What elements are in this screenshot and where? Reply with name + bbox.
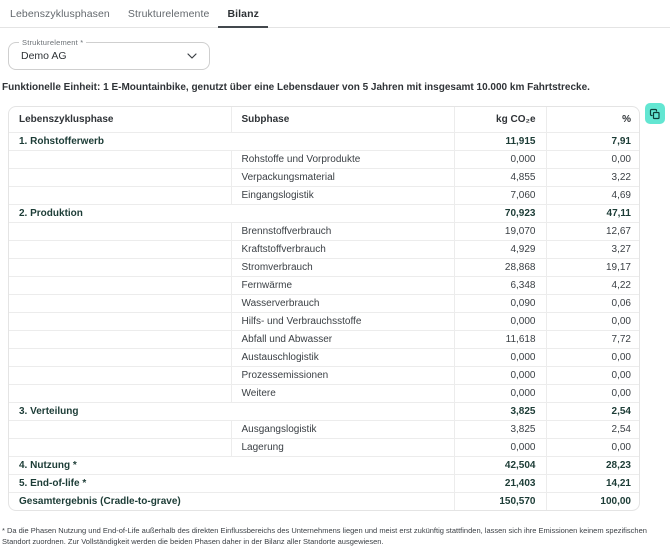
phase-cell-empty	[9, 439, 231, 457]
sub-row	[9, 421, 640, 439]
kg-co2e-value: 150,570	[454, 493, 546, 511]
percent-value: 7,91	[546, 133, 640, 151]
subphase-label: Kraftstoffverbrauch	[231, 241, 454, 259]
subphase-label: Hilfs- und Verbrauchsstoffe	[231, 313, 454, 331]
percent-value: 7,72	[546, 331, 640, 349]
subphase-label: Abfall und Abwasser	[231, 331, 454, 349]
phase-row	[9, 205, 640, 223]
percent-value: 0,00	[546, 385, 640, 403]
sub-row	[9, 259, 640, 277]
kg-co2e-value: 0,000	[454, 367, 546, 385]
phase-cell-empty	[9, 331, 231, 349]
phase-row	[9, 133, 640, 151]
kg-co2e-value: 70,923	[454, 205, 546, 223]
percent-value: 0,00	[546, 349, 640, 367]
kg-co2e-value: 7,060	[454, 187, 546, 205]
subphase-label: Verpackungsmaterial	[231, 169, 454, 187]
phase-label: 5. End-of-life *	[9, 475, 454, 493]
kg-co2e-value: 0,000	[454, 385, 546, 403]
sub-row	[9, 223, 640, 241]
chevron-down-icon	[187, 53, 197, 59]
kg-co2e-value: 11,618	[454, 331, 546, 349]
phase-cell-empty	[9, 295, 231, 313]
percent-value: 0,00	[546, 151, 640, 169]
percent-value: 2,54	[546, 403, 640, 421]
phase-cell-empty	[9, 385, 231, 403]
kg-co2e-value: 0,000	[454, 151, 546, 169]
phase-row	[9, 403, 640, 421]
balance-table-card	[8, 106, 640, 511]
subphase-label: Weitere	[231, 385, 454, 403]
column-header-kg-co2e: kg CO₂e	[454, 107, 546, 133]
kg-co2e-value: 4,929	[454, 241, 546, 259]
sub-row	[9, 385, 640, 403]
kg-co2e-value: 6,348	[454, 277, 546, 295]
percent-value: 100,00	[546, 493, 640, 511]
kg-co2e-value: 0,000	[454, 439, 546, 457]
subphase-label: Fernwärme	[231, 277, 454, 295]
column-header-lebenszyklusphase: Lebenszyklusphase	[9, 107, 231, 133]
phase-cell-empty	[9, 421, 231, 439]
table-header-row	[9, 107, 640, 133]
percent-value: 0,00	[546, 313, 640, 331]
sub-row	[9, 151, 640, 169]
percent-value: 3,22	[546, 169, 640, 187]
copy-button[interactable]	[645, 103, 665, 124]
subphase-label: Rohstoffe und Vorprodukte	[231, 151, 454, 169]
sub-row	[9, 295, 640, 313]
phase-label: Gesamtergebnis (Cradle-to-grave)	[9, 493, 454, 511]
sub-row	[9, 187, 640, 205]
tab-lebenszyklusphasen[interactable]: Lebenszyklusphasen	[10, 8, 110, 20]
phase-cell-empty	[9, 349, 231, 367]
balance-table-body	[9, 133, 640, 511]
functional-unit-text: Funktionelle Einheit: 1 E-Mountainbike, genutzt über eine Lebensdauer von 5 Jahren mit insgesamt 10.000 km Fahrtstrecke.	[2, 82, 590, 93]
phase-cell-empty	[9, 241, 231, 259]
subphase-label: Wasserverbrauch	[231, 295, 454, 313]
tabs-bar	[0, 0, 670, 28]
percent-value: 12,67	[546, 223, 640, 241]
sub-row	[9, 349, 640, 367]
sub-row	[9, 367, 640, 385]
kg-co2e-value: 3,825	[454, 421, 546, 439]
subphase-label: Stromverbrauch	[231, 259, 454, 277]
phase-cell-empty	[9, 313, 231, 331]
percent-value: 28,23	[546, 457, 640, 475]
percent-value: 4,22	[546, 277, 640, 295]
kg-co2e-value: 19,070	[454, 223, 546, 241]
sub-row	[9, 277, 640, 295]
percent-value: 0,00	[546, 439, 640, 457]
subphase-label: Austauschlogistik	[231, 349, 454, 367]
subphase-label: Lagerung	[231, 439, 454, 457]
phase-label: 4. Nutzung *	[9, 457, 454, 475]
kg-co2e-value: 11,915	[454, 133, 546, 151]
tab-strukturelemente[interactable]: Strukturelemente	[127, 8, 210, 20]
kg-co2e-value: 0,090	[454, 295, 546, 313]
structure-element-select-value: Demo AG	[21, 50, 67, 62]
copy-icon	[649, 108, 661, 120]
kg-co2e-value: 3,825	[454, 403, 546, 421]
kg-co2e-value: 0,000	[454, 313, 546, 331]
subphase-label: Ausgangslogistik	[231, 421, 454, 439]
structure-element-select-label: Strukturelement *	[19, 38, 86, 47]
kg-co2e-value: 21,403	[454, 475, 546, 493]
phase-cell-empty	[9, 277, 231, 295]
percent-value: 19,17	[546, 259, 640, 277]
phase-cell-empty	[9, 151, 231, 169]
kg-co2e-value: 4,855	[454, 169, 546, 187]
sub-row	[9, 313, 640, 331]
percent-value: 14,21	[546, 475, 640, 493]
column-header-percent: %	[546, 107, 640, 133]
percent-value: 2,54	[546, 421, 640, 439]
phase-label: 3. Verteilung	[9, 403, 454, 421]
phase-row	[9, 475, 640, 493]
kg-co2e-value: 0,000	[454, 349, 546, 367]
column-header-subphase: Subphase	[231, 107, 454, 133]
kg-co2e-value: 28,868	[454, 259, 546, 277]
percent-value: 0,06	[546, 295, 640, 313]
subphase-label: Brennstoffverbrauch	[231, 223, 454, 241]
tab-bilanz[interactable]: Bilanz	[218, 0, 268, 28]
sub-row	[9, 169, 640, 187]
percent-value: 47,11	[546, 205, 640, 223]
sub-row	[9, 331, 640, 349]
phase-cell-empty	[9, 367, 231, 385]
structure-element-select[interactable]	[8, 38, 210, 70]
phase-label: 2. Produktion	[9, 205, 454, 223]
footnote-text: * Da die Phasen Nutzung und End-of-Life außerhalb des direkten Einflussbereichs des Unternehmens liegen und meist erst zukünftig stattfinden, lassen sich ihre Emissionen keinem spezifischen Standort zuordnen. Zur Vollständigkeit werden die beiden Phasen daher in der Bilanz aller Standorte ausgewiesen.	[2, 526, 647, 547]
percent-value: 0,00	[546, 367, 640, 385]
percent-value: 4,69	[546, 187, 640, 205]
percent-value: 3,27	[546, 241, 640, 259]
total-row	[9, 493, 640, 511]
phase-cell-empty	[9, 223, 231, 241]
phase-cell-empty	[9, 169, 231, 187]
phase-label: 1. Rohstofferwerb	[9, 133, 454, 151]
sub-row	[9, 439, 640, 457]
kg-co2e-value: 42,504	[454, 457, 546, 475]
phase-cell-empty	[9, 259, 231, 277]
balance-table	[9, 107, 640, 510]
subphase-label: Eingangslogistik	[231, 187, 454, 205]
subphase-label: Prozessemissionen	[231, 367, 454, 385]
phase-row	[9, 457, 640, 475]
phase-cell-empty	[9, 187, 231, 205]
sub-row	[9, 241, 640, 259]
